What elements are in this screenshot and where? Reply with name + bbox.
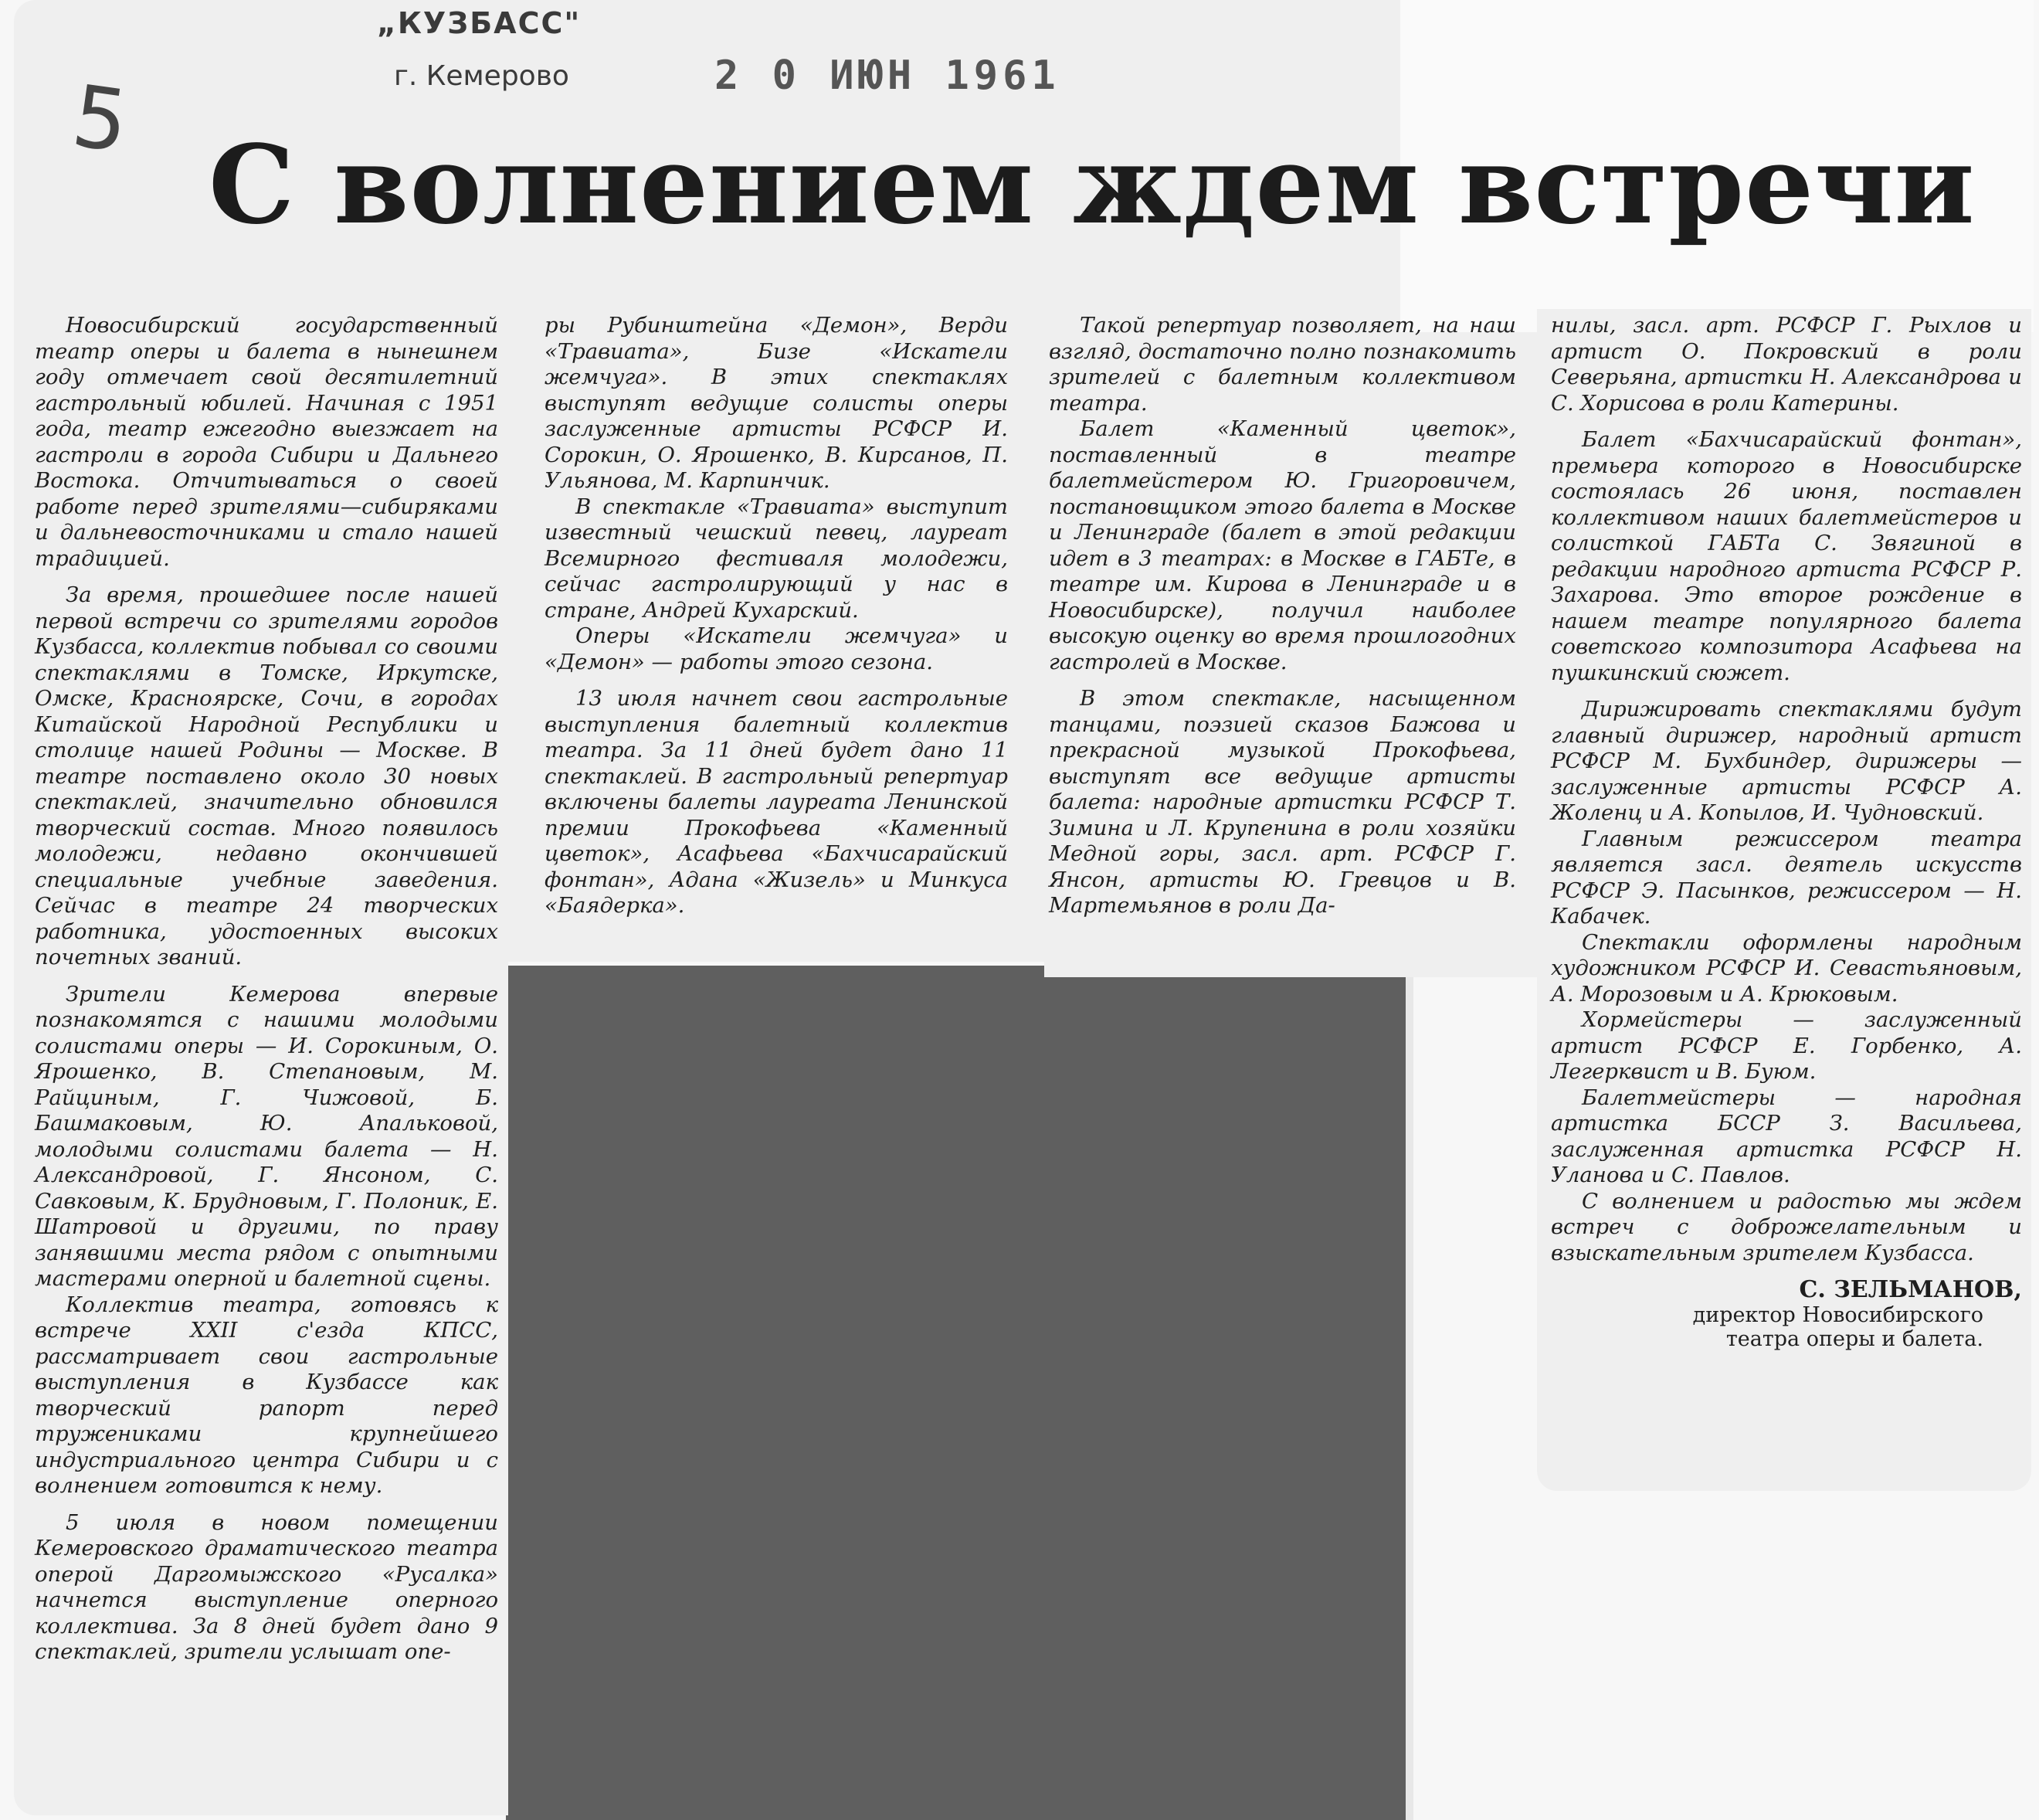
signature-role-line-2: театра оперы и балета. <box>1725 1326 1983 1351</box>
paragraph: Балет «Каменный цветок», поставленный в театре балетмейстером Ю. Григоровичем, постановщиком этого балета в Москве и Ленинграде (балет в этой редакции идет в 3 театрах: в Москве в ГАБТе, в театре им. Кирова в Ленинграде и в Новосибирске), получил наиболее высокую оценку во время прошлогодних гастролей в Москве. <box>1049 416 1516 674</box>
paragraph: Спектакли оформлены народным художником РСФСР И. Севастьяновым, А. Морозовым и А. Крюковым. <box>1551 929 2022 1007</box>
background-gray-area <box>506 966 1406 1820</box>
paragraph: Главным режиссером театра является засл. деятель искусств РСФСР Э. Пасынков, режиссером — Н. Кабачек. <box>1551 826 2022 929</box>
paragraph: Коллектив театра, готовясь к встрече XXII с'езда КПСС, рассматривает свои гастрольные выступления в Кузбассе как творческий рапорт перед тружениками крупнейшего индустриального центра Сибири и с волнением готовится к нему. <box>35 1292 498 1498</box>
paragraph: Балетмейстеры — народная артистка БССР З. Васильева, заслуженная артистка РСФСР Н. Уланова и С. Павлов. <box>1551 1085 2022 1187</box>
paragraph: Новосибирский государственный театр оперы и балета в нынешнем году отмечает свой десятилетний гастрольный юбилей. Начиная с 1951 года, театр ежегодно выезжает на гастроли в города Сибири и Дальнего Востока. Отчитываться о своей работе перед зрителями—сибиряками и дальневосточниками и стало нашей традицией. <box>35 313 498 571</box>
paragraph: Балет «Бахчисарайский фонтан», премьера которого в Новосибирске состоялась 26 июня, поставлен коллективом наших балетмейстеров и солисткой ГАБТа С. Звягиной в редакции народного артиста РСФСР Р. Захарова. Это второе рождение в нашем театре популярного балета советского композитора Асафьева на пушкинский сюжет. <box>1551 427 2022 685</box>
newspaper-name: „КУЗБАСС" <box>376 6 582 40</box>
pencil-mark: 5 <box>66 66 134 172</box>
paragraph: 13 июля начнет свои гастрольные выступления балетный коллектив театра. За 11 дней будет дано 11 спектаклей. В гастрольный репертуар включены балеты лауреата Ленинской премии Прокофьева «Каменный цветок», Асафьева «Бахчисарайский фонтан», Адана «Жизель» и Минкуса «Баядерка». <box>545 686 1008 918</box>
paragraph: В этом спектакле, насыщенном танцами, поэзией сказов Бажова и прекрасной музыкой Прокофьева, выступят все ведущие артисты балета: народные артистки РСФСР Т. Зимина и Л. Крупенина в роли хозяйки Медной горы, засл. арт. РСФСР Г. Янсон, артисты Ю. Гревцов и В. Мартемьянов в роли Да- <box>1049 686 1516 918</box>
article-column-4 <box>1551 313 2022 1351</box>
paragraph: С волнением и радостью мы ждем встреч с доброжелательным и взыскательным зрителем Кузбасса. <box>1551 1188 2022 1265</box>
paragraph: Такой репертуар позволяет, на наш взгляд, достаточно полно познакомить зрителей с балетным коллективом театра. <box>1049 313 1516 416</box>
paragraph: 5 июля в новом помещении Кемеровского драматического театра оперой Даргомыжского «Русалка» начнется выступление оперного коллектива. За 8 дней будет дано 9 спектаклей, зрители услышат опе- <box>35 1509 498 1664</box>
signature <box>1551 1277 2022 1351</box>
newspaper-city: г. Кемерово <box>394 60 569 92</box>
paragraph: Хормейстеры — заслуженный артист РСФСР Е. Горбенко, А. Легерквист и В. Буюм. <box>1551 1007 2022 1084</box>
paragraph: Оперы «Искатели жемчуга» и «Демон» — работы этого сезона. <box>545 623 1008 674</box>
signature-name: С. ЗЕЛЬМАНОВ, <box>1799 1276 2022 1303</box>
date-stamp: 2 0 ИЮН 1961 <box>714 53 1060 99</box>
signature-role-line-1: директор Новосибирского <box>1692 1302 1983 1327</box>
article-column-1 <box>35 313 498 1666</box>
article-headline: С волнением ждем встречи <box>209 122 1976 249</box>
paragraph: Дирижировать спектаклями будут главный дирижер, народный артист РСФСР М. Бухбиндер, дирижеры — заслуженные артисты РСФСР А. Жоленц и А. Копылов, И. Чудновский. <box>1551 697 2022 825</box>
article-column-2 <box>545 313 1008 919</box>
paragraph: Зрители Кемерова впервые познакомятся с нашими молодыми солистами оперы — И. Сорокиным, О. Ярошенко, В. Степановым, М. Райциным, Г. Чижовой, Б. Башмаковым, Ю. Апальковой, молодыми солистами балета — Н. Александровой, Г. Янсоном, С. Савковым, К. Брудновым, Г. Полоник, Е. Шатровой и другими, по праву занявшими места рядом с опытными мастерами оперной и балетной сцены. <box>35 981 498 1291</box>
paragraph: ры Рубинштейна «Демон», Верди «Травиата», Бизе «Искатели жемчуга». В этих спектаклях выступят ведущие солисты оперы заслуженные артисты РСФСР И. Сорокин, О. Ярошенко, В. Кирсанов, П. Ульянова, М. Карпинчик. <box>545 313 1008 493</box>
paragraph: За время, прошедшее после нашей первой встречи со зрителями городов Кузбасса, коллектив побывал со своими спектаклями в Томске, Иркутске, Омске, Красноярске, Сочи, в городах Китайской Народной Республики и столице нашей Родины — Москве. В театре поставлено около 30 новых спектаклей, значительно обновился творческий состав. Много появилось молодежи, недавно окончившей специальные учебные заведения. Сейчас в театре 24 творческих работника, удостоенных высоких почетных званий. <box>35 582 498 969</box>
article-column-3 <box>1049 313 1516 919</box>
paragraph: В спектакле «Травиата» выступит известный чешский певец, лауреат Всемирного фестиваля молодежи, сейчас гастролирующий у нас в стране, Андрей Кухарский. <box>545 494 1008 623</box>
paragraph: нилы, засл. арт. РСФСР Г. Рыхлов и артист О. Покровский в роли Северьяна, артистки Н. Александрова и С. Хорисова в роли Катерины. <box>1551 313 2022 416</box>
